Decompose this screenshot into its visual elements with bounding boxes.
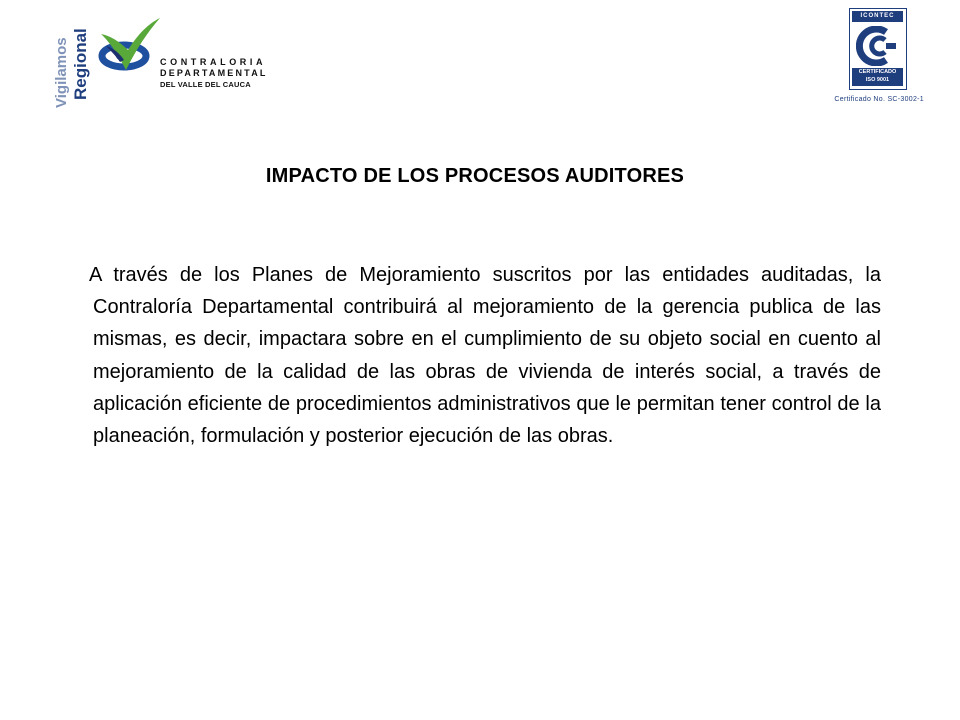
badge-certified-text: CERTIFICADO [858,69,897,75]
vertical-slogan-word2: Regional [71,28,90,100]
organization-name-line2: DEPARTAMENTAL [160,68,268,78]
badge-standard-text: ISO 9001 [865,77,890,83]
document-title: IMPACTO DE LOS PROCESOS AUDITORES [265,165,685,187]
page-header [0,0,960,130]
organization-name-line1: CONTRALORIA [160,57,267,67]
icontec-c-mark [856,26,899,66]
vertical-slogan-logo [42,8,94,108]
badge-certified-label [852,68,903,86]
contraloria-swoosh-emblem [98,14,160,86]
body-paragraph: A través de los Planes de Mejoramiento suscritos por las entidades auditadas, la Contraloría Departamental contribuirá al mejoramiento de la gerencia publica de las mismas, es decir, impactara sobre en el cumplimiento de su objeto social en cuento al mejoramiento de la calidad de las obras de vivienda de interés social, a través de aplicación eficiente de procedimientos administrativos que le permitan tener control de la planeación, formulación y posterior ejecución de las obras. [89,264,881,448]
certifier-name: ICONTEC [852,11,903,22]
organization-name [160,57,280,90]
vertical-slogan-word1: Vigilamos [53,37,70,108]
certification-badge [849,8,907,90]
certificate-number: Certificado No. SC-3002-1 [834,96,924,103]
organization-name-line3: DEL VALLE DEL CAUCA [160,80,251,89]
